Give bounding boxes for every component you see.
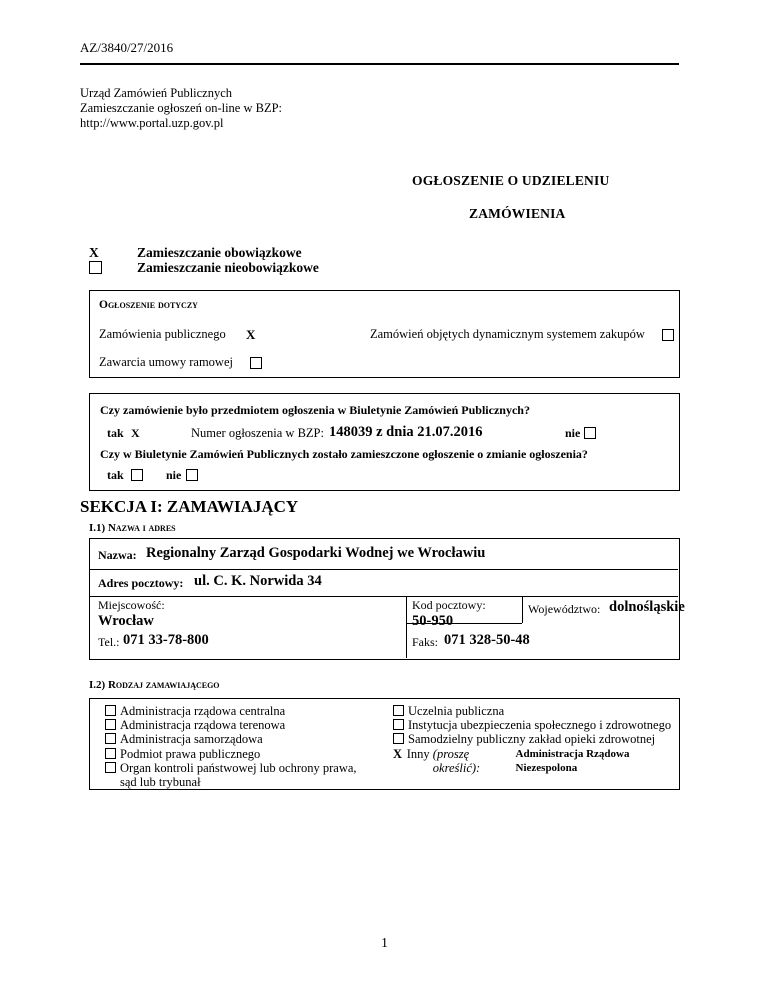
checkbox[interactable]: [393, 719, 404, 730]
postal-value: 50-950: [412, 613, 454, 629]
address-table: [89, 538, 685, 660]
change-tak-checkbox[interactable]: [131, 469, 143, 481]
row-divider: [90, 569, 678, 570]
checkbox[interactable]: [393, 705, 404, 716]
change-tak-label: tak: [107, 468, 124, 482]
public-contract-label: Zamówienia publicznego: [99, 327, 226, 341]
option-label: Administracja rządowa centralna: [120, 704, 286, 718]
option-label-continuation: sąd lub trybunał: [120, 775, 201, 790]
header-divider: [80, 63, 679, 65]
name-value: Regionalny Zarząd Gospodarki Wodnej we Wrocławiu: [146, 545, 486, 561]
voivodeship-value: dolnośląskie: [609, 599, 685, 615]
checkbox[interactable]: [105, 705, 116, 716]
optional-label: Zamieszczanie nieobowiązkowe: [137, 260, 319, 275]
tel-label: Tel.:: [98, 635, 120, 649]
section-1-2-heading: I.2) Rodzaj zamawiającego: [89, 679, 220, 691]
column-divider: [522, 596, 523, 623]
notice-heading: Ogłoszenie dotyczy: [99, 299, 198, 311]
authority-type-option[interactable]: [393, 718, 679, 732]
bzp-tak-label: tak: [107, 426, 124, 440]
authority-type-option[interactable]: [105, 761, 357, 775]
framework-label: Zawarcia umowy ramowej: [99, 355, 233, 369]
other-mark[interactable]: X: [393, 746, 403, 761]
framework-checkbox[interactable]: [250, 357, 262, 369]
bzp-tak-mark[interactable]: X: [131, 426, 140, 440]
address-value: ul. C. K. Norwida 34: [194, 573, 322, 589]
change-nie-label: nie: [166, 468, 182, 482]
authority-type-option[interactable]: [105, 718, 357, 732]
dps-label: Zamówień objętych dynamicznym systemem zakupów: [370, 327, 645, 341]
org-line-2: Zamieszczanie ogłoszeń on-line w BZP:: [80, 101, 283, 115]
authority-types-right: [393, 704, 679, 775]
postal-label: Kod pocztowy:: [412, 598, 486, 612]
document-title-line-1: OGŁOSZENIE O UDZIELENIU: [412, 173, 610, 188]
document-title-line-2: ZAMÓWIENIA: [469, 206, 566, 221]
option-label: Instytucja ubezpieczenia społecznego i zdrowotnego: [408, 718, 672, 733]
change-question: Czy w Biuletynie Zamówień Publicznych zostało zamieszczone ogłoszenie o zmianie ogłoszenia?: [100, 447, 588, 461]
mandatory-label: Zamieszczanie obowiązkowe: [137, 245, 302, 260]
fax-label: Faks:: [412, 635, 439, 649]
checkbox[interactable]: [105, 733, 116, 744]
public-contract-mark[interactable]: X: [246, 327, 256, 342]
authority-types-left: [105, 704, 357, 789]
column-divider: [406, 596, 407, 658]
bzp-nie-label: nie: [565, 426, 581, 440]
address-label: Adres pocztowy:: [98, 576, 184, 590]
optional-checkbox[interactable]: [89, 261, 102, 274]
checkbox[interactable]: [105, 719, 116, 730]
checkbox[interactable]: [105, 762, 116, 773]
voivodeship-label: Województwo:: [528, 602, 601, 616]
city-value: Wrocław: [98, 613, 154, 629]
other-value: Administracja Rządowa Niezespolona: [515, 747, 630, 774]
section-1-1-heading: I.1) Nazwa i adres: [89, 522, 176, 534]
organization-block: [80, 86, 282, 131]
bzp-number-label: Numer ogłoszenia w BZP:: [191, 426, 324, 440]
authority-type-option[interactable]: [105, 704, 357, 718]
section-title: SEKCJA I: ZAMAWIAJĄCY: [80, 497, 299, 516]
option-label: Samodzielny publiczny zakład opieki zdrowotnej: [408, 732, 656, 747]
city-label: Miejscowość:: [98, 598, 165, 612]
fax-value: 071 328-50-48: [444, 632, 530, 648]
org-line-1: Urząd Zamówień Publicznych: [80, 86, 233, 100]
notice-concerns-box: [89, 290, 680, 378]
mandatory-mark[interactable]: X: [89, 245, 99, 260]
bzp-nie-checkbox[interactable]: [584, 427, 596, 439]
option-label: Organ kontroli państwowej lub ochrony prawa,: [120, 760, 357, 775]
authority-type-option[interactable]: [105, 732, 357, 746]
authority-type-option[interactable]: [393, 704, 679, 718]
bzp-box: [89, 393, 680, 491]
other-hint: (proszę określić):: [432, 746, 481, 775]
authority-type-other[interactable]: [393, 747, 679, 775]
bzp-number-value: 148039 z dnia 21.07.2016: [329, 424, 483, 440]
change-nie-checkbox[interactable]: [186, 469, 198, 481]
page-number: 1: [381, 936, 388, 951]
checkbox[interactable]: [393, 733, 404, 744]
authority-type-box: [89, 698, 680, 790]
option-label: Administracja samorządowa: [120, 732, 263, 747]
option-label: Administracja rządowa terenowa: [120, 718, 286, 733]
org-line-3: http://www.portal.uzp.gov.pl: [80, 116, 224, 130]
dps-checkbox[interactable]: [662, 329, 674, 341]
tel-value: 071 33-78-800: [123, 632, 209, 648]
authority-type-option[interactable]: [105, 747, 357, 761]
document-reference: AZ/3840/27/2016: [80, 40, 174, 55]
checkbox[interactable]: [105, 748, 116, 759]
bzp-question: Czy zamówienie było przedmiotem ogłoszenia w Biuletynie Zamówień Publicznych?: [100, 403, 530, 417]
option-label: Uczelnia publiczna: [408, 704, 505, 718]
authority-type-option[interactable]: [393, 732, 679, 746]
name-label: Nazwa:: [98, 548, 137, 562]
other-label: Inny: [406, 746, 430, 761]
option-label: Podmiot prawa publicznego: [120, 746, 261, 761]
row-divider: [90, 596, 678, 597]
